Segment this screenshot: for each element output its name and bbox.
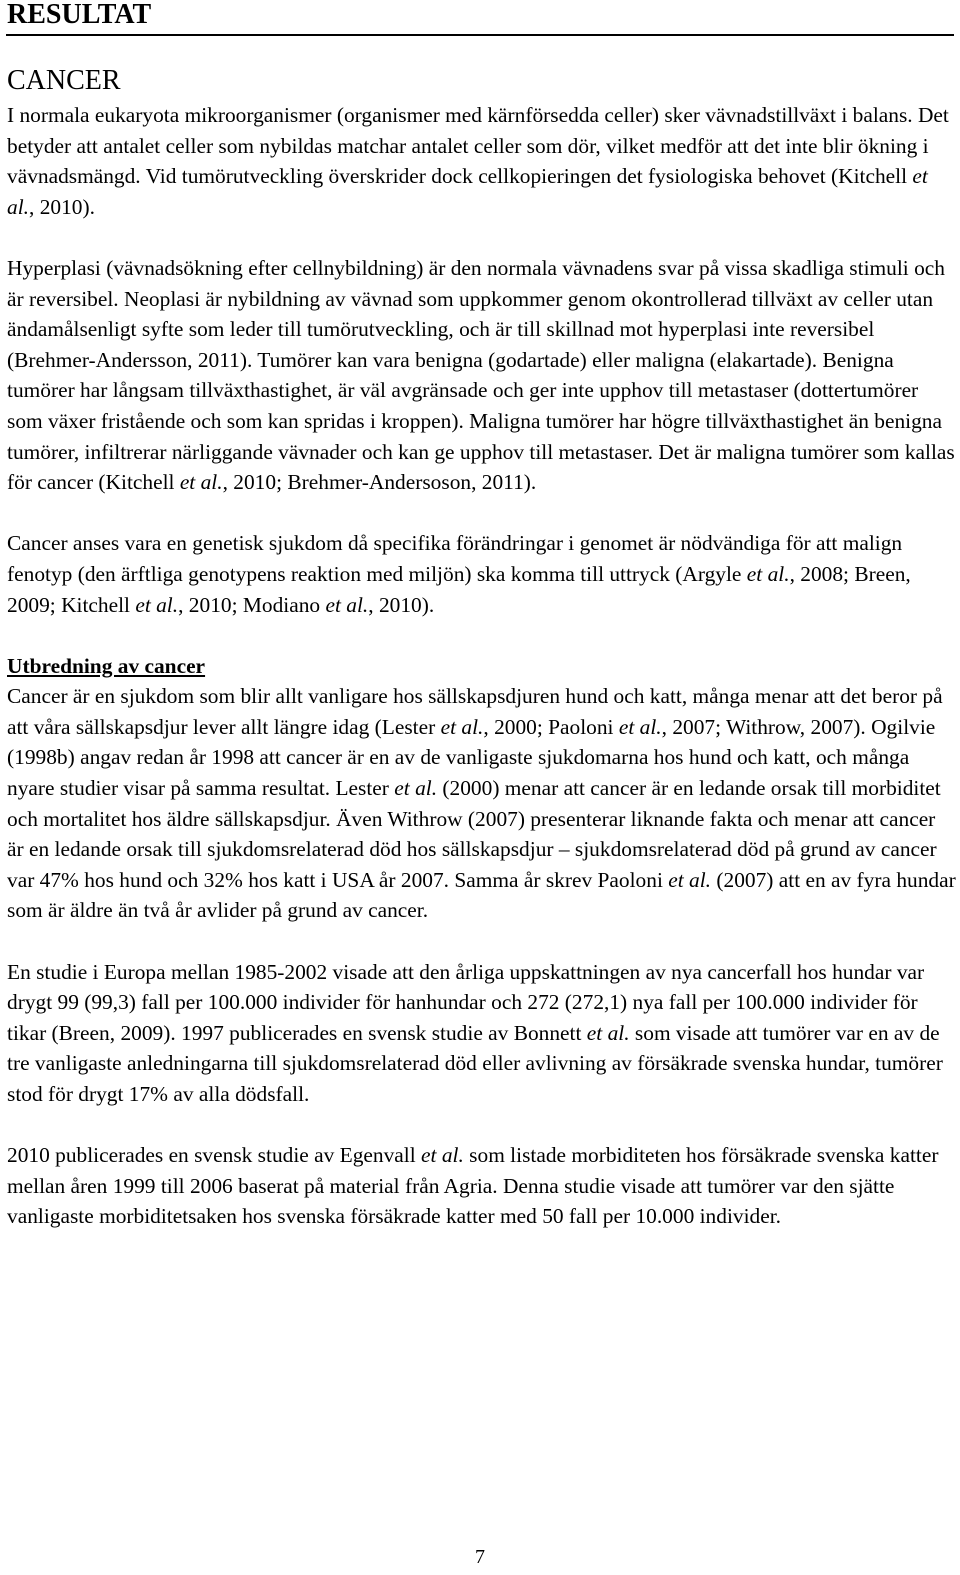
text-run: som listade morbiditeten hos försäkrade svenska katter mellan åren 1999 till 2006 baserat på material från Agria. Denna studie visade att tumörer var den sjätte vanligaste morbiditetsaken hos svenska försäkrade katter med 50 fall per 10.000 individer. <box>7 1143 939 1229</box>
text-run: som visade att tumörer var en av de tre vanligaste anledningarna till sjukdomsrelaterad död eller avlivning av försäkrade svenska hundar, tumörer stod för drygt 17% av alla dödsfall. <box>7 1020 943 1106</box>
text-run: , 2007; Withrow, 2007). Ogilvie (1998b) angav redan år 1998 att cancer är en av de vanligaste sjukdomarna hos hund och katt, och många nyare studier visar på samma resultat. Lester <box>7 714 936 801</box>
italic-citation: et al. <box>421 1143 464 1168</box>
paragraph <box>7 528 957 620</box>
italic-citation: et al. <box>394 776 438 801</box>
italic-citation: et al. <box>440 714 484 739</box>
text-run: , 2010; Modiano <box>178 592 326 617</box>
main-heading: RESULTAT <box>7 0 152 30</box>
text-run: En studie i Europa mellan 1985-2002 visade att den årliga uppskattningen av nya cancerfall hos hundar var drygt 99 (99,3) fall per 100.000 individer för hanhundar och 272 (272,1) nya fall per 100.000 individer för tikar (Breen, 2009). 1997 publicerades en svensk studie av Bonnett <box>7 959 925 1045</box>
text-run: , 2008; Breen, 2009; Kitchell <box>7 561 911 617</box>
italic-citation: et al. <box>179 470 223 495</box>
italic-citation: et al. <box>7 164 928 219</box>
italic-citation: et al. <box>135 592 179 617</box>
subsection-heading: Utbredning av cancer <box>7 653 206 678</box>
text-run: , 2010). <box>368 592 435 617</box>
italic-citation: et al. <box>746 561 790 586</box>
text-run: Cancer är en sjukdom som blir allt vanligare hos sällskapsdjuren hund och katt, många menar att det beror på att våra sällskapsdjur lever allt längre idag (Lester <box>7 684 943 739</box>
section-title: CANCER <box>7 65 121 96</box>
text-run: , 2000; Paoloni <box>483 714 619 739</box>
text-run: (2000) menar att cancer är en ledande orsak till morbiditet och mortalitet hos äldre sällskapsdjur. Även Withrow (2007) presenterar liknande fakta och menar att cancer är en ledande orsak till sjukdomsrelaterad död hos sällskapsdjur – sjukdomsrelaterad död på grund av cancer var 47% hos hund och 32% hos katt i USA år 2007. Samma år skrev Paoloni <box>7 776 941 892</box>
paragraph <box>7 957 957 1110</box>
paragraph <box>7 100 957 222</box>
italic-citation: et al. <box>668 867 712 892</box>
text-run: Hyperplasi (vävnadsökning efter cellnybildning) är den normala vävnadens svar på vissa skadliga stimuli och är reversibel. Neoplasi är nybildning av vävnad som uppkommer genom okontrollerad tillväxt av celler utan ändamålsenligt syfte som leder till tumörutveckling, och är till skillnad mot hyperplasi inte reversibel (Brehmer-Andersson, 2011). Tumörer kan vara benigna (godartade) eller maligna (elakartade). Benigna tumörer har långsam tillväxthastighet, är väl avgränsade och ger inte upphov till metastaser (dottertumörer som växer fristående och som kan spridas i kroppen). Maligna tumörer har högre tillväxthastighet än benigna tumörer, infiltrerar närliggande vävnader och kan ge upphov till metastaser. Det är maligna tumörer som kallas för cancer (Kitchell <box>7 255 955 495</box>
paragraph <box>7 253 957 498</box>
text-run: I normala eukaryota mikroorganismer (organismer med kärnförsedda celler) sker vävnadstillväxt i balans. Det betyder att antalet celler som nybildas matchar antalet celler som dör, vilket medför att det inte blir ökning i vävnadsmängd. Vid tumörutveckling överskrider dock cellkopieringen det fysiologiska behovet (Kitchell <box>7 103 949 189</box>
text-run: , 2010). <box>29 194 95 219</box>
paragraph <box>7 1140 957 1232</box>
italic-citation: et al. <box>618 714 662 739</box>
text-run: (2007) att en av fyra hundar som är äldre än två år avlider på grund av cancer. <box>7 867 956 923</box>
text-run: 2010 publicerades en svensk studie av Egenvall <box>7 1143 422 1168</box>
heading-rule <box>6 34 954 36</box>
page-number: 7 <box>475 1546 485 1568</box>
text-run: Cancer anses vara en genetisk sjukdom då specifika förändringar i genomet är nödvändiga för att malign fenotyp (den ärftliga genotypens reaktion med miljön) ska komma till uttryck (Argyle <box>7 531 903 586</box>
italic-citation: et al. <box>586 1020 630 1045</box>
body-text <box>7 100 957 1232</box>
italic-citation: et al. <box>325 592 369 617</box>
paragraph <box>7 651 957 926</box>
text-run: , 2010; Brehmer-Andersoson, 2011). <box>222 470 537 495</box>
